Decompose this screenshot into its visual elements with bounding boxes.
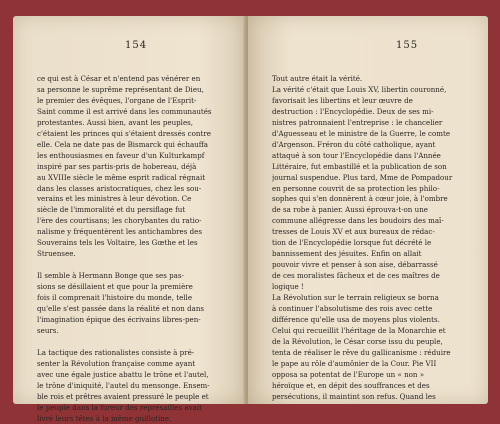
text-line: inspiré par ses partis-pris de hobereau, déjà [37,161,197,171]
text-line [37,337,221,348]
left-page [13,16,245,423]
text-line: logique ! [272,282,304,292]
text-line: seurs. [37,325,59,335]
text-line: Tout autre était la vérité. [272,74,363,83]
text-line: tion de l'Encyclopédie lorsque fut décrété le [272,238,432,248]
text-line: sions se désillaient et que pour la première [37,282,193,292]
text-line: c'étaient les princes qui s'étaient dressés contre [37,128,211,138]
text-line: les enthousiasmes en faveur d'un Kulturkampf [37,150,205,160]
text-line: siècle de l'immoralité et du persiflage fut [37,205,186,215]
text-line: le premier des évêques, l'organe de l'Esprit- [37,95,197,105]
text-line: pouvoir vivre et penser à son aise, débarrassé [272,260,438,270]
right-page-number: 155 [396,40,419,51]
left-page-number: 154 [125,40,148,51]
text-line: le trône d'iniquité, l'autel du mensonge. Ensem- [37,380,210,390]
text-line: destruction : l'Encyclopédie. Deux de ses mi- [272,106,434,116]
text-line: qu'elle s'est passée dans la réalité et non dans [37,304,205,313]
text-line: tresses de Louis XV et aux bureaux de rédac- [272,227,435,237]
text-line: La tactique des rationalistes consiste à pré- [37,347,195,357]
text-line: sa personne le suprême représentant de Dieu, [37,84,204,94]
text-line: attaqué à son tour l'Encyclopédie dans l'Année [272,150,441,160]
text-line: l'ère des courtisans; les chorybantes du ratio- [37,216,202,226]
text-line: avec une égale justice abattu le trône et l'autel, [37,369,209,379]
open-book [3,2,497,423]
text-line: de ces moralistes fâcheux et de ces maîtres de [272,271,440,281]
text-line: fois il comprenait l'histoire du monde, telle [37,293,193,303]
text-line: à continuer l'absolutisme des rois avec cette [272,304,433,314]
text-line: favorisait les libertins et leur œuvre de [272,95,413,105]
text-line: livré leurs têtes à la même guillotine. [37,413,172,423]
text-line: de la Révolution, le César corse issu du peuple, [272,336,443,346]
right-page-text [272,74,464,403]
text-line: différence qu'elle usa de moyens plus violents. [272,314,440,324]
text-line: Saint comme il est arrivé dans les communautés [37,106,212,116]
text-line: nistres patronnaient l'entreprise : le chancelier [272,117,443,127]
text-line: l'imagination épique des écrivains libres-pen- [37,314,201,324]
text-line: de sa robe à panier. Aussi éprouva-t-on une [272,205,428,215]
text-line: La Révolution sur le terrain religieux se borna [272,293,439,303]
text-line: journal suspendue. Plus tard, Mme de Pompadour [272,172,453,182]
text-line: d'Argenson. Fréron du côté catholique, ayant [272,139,436,149]
text-line: persécutions, il maintint son refus. Quand les [272,391,436,401]
text-line: héroïque et, en dépit des souffrances et des [272,380,430,390]
text-line: dans les classes aristocratiques, chez les sou- [37,183,202,193]
text-line: La vérité c'était que Louis XV, libertin couronné, [272,84,447,94]
text-line: ce qui est à César et n'entend pas vénérer en [37,74,201,83]
text-line: au XVIIIe siècle le même esprit radical régnait [37,172,206,182]
text-line: commune allégresse dans les boudoirs des maî- [272,216,444,226]
text-line: ble rois et prêtres avaient pressuré le peuple et [37,391,209,401]
text-line: Il semble à Hermann Bonge que ses pas- [37,271,184,281]
text-line: verains et les ministres à leur dévotion. Ce [37,194,192,204]
text-line: sophes qui s'en donnèrent à cœur joie, à l'ombre [272,194,448,204]
text-line: Littéraire, fut embastillé et la publication de son [272,161,447,171]
text-line: Struensee. [37,249,76,259]
text-line: opposa sa potentat de l'Europe un « non » [272,369,425,379]
right-page [248,16,488,404]
text-line: bannissement des jésuites. Enfin on allait [272,249,422,259]
left-page-text [37,74,221,424]
text-line: protestantes. Aussi bien, avant les peuples, [37,117,194,127]
text-line: tenta de réaliser le rêve du gallicanisme : réduire [272,347,451,357]
text-line: nalisme y fréquentèrent les antichambres des [37,227,203,237]
text-line: le peuple dans la fureur des représailles avait [37,402,202,412]
text-line: Souverains tels les Voltaire, les Gœthe et les [37,238,198,248]
text-line: Celui qui recueillit l'héritage de la Monarchie et [272,325,446,335]
text-line [37,260,221,271]
text-line: elle. Cela ne date pas de Bismarck qui échauffa [37,139,209,149]
text-line: en personne couvrit de sa protection les philo- [272,183,440,193]
text-line: senter la Révolution française comme ayant [37,358,196,368]
text-line: le pape au rôle d'aumônier de la Cour. Pie VII [272,358,437,368]
text-line: d'Aguesseau et le ministre de la Guerre, le comte [272,128,451,138]
